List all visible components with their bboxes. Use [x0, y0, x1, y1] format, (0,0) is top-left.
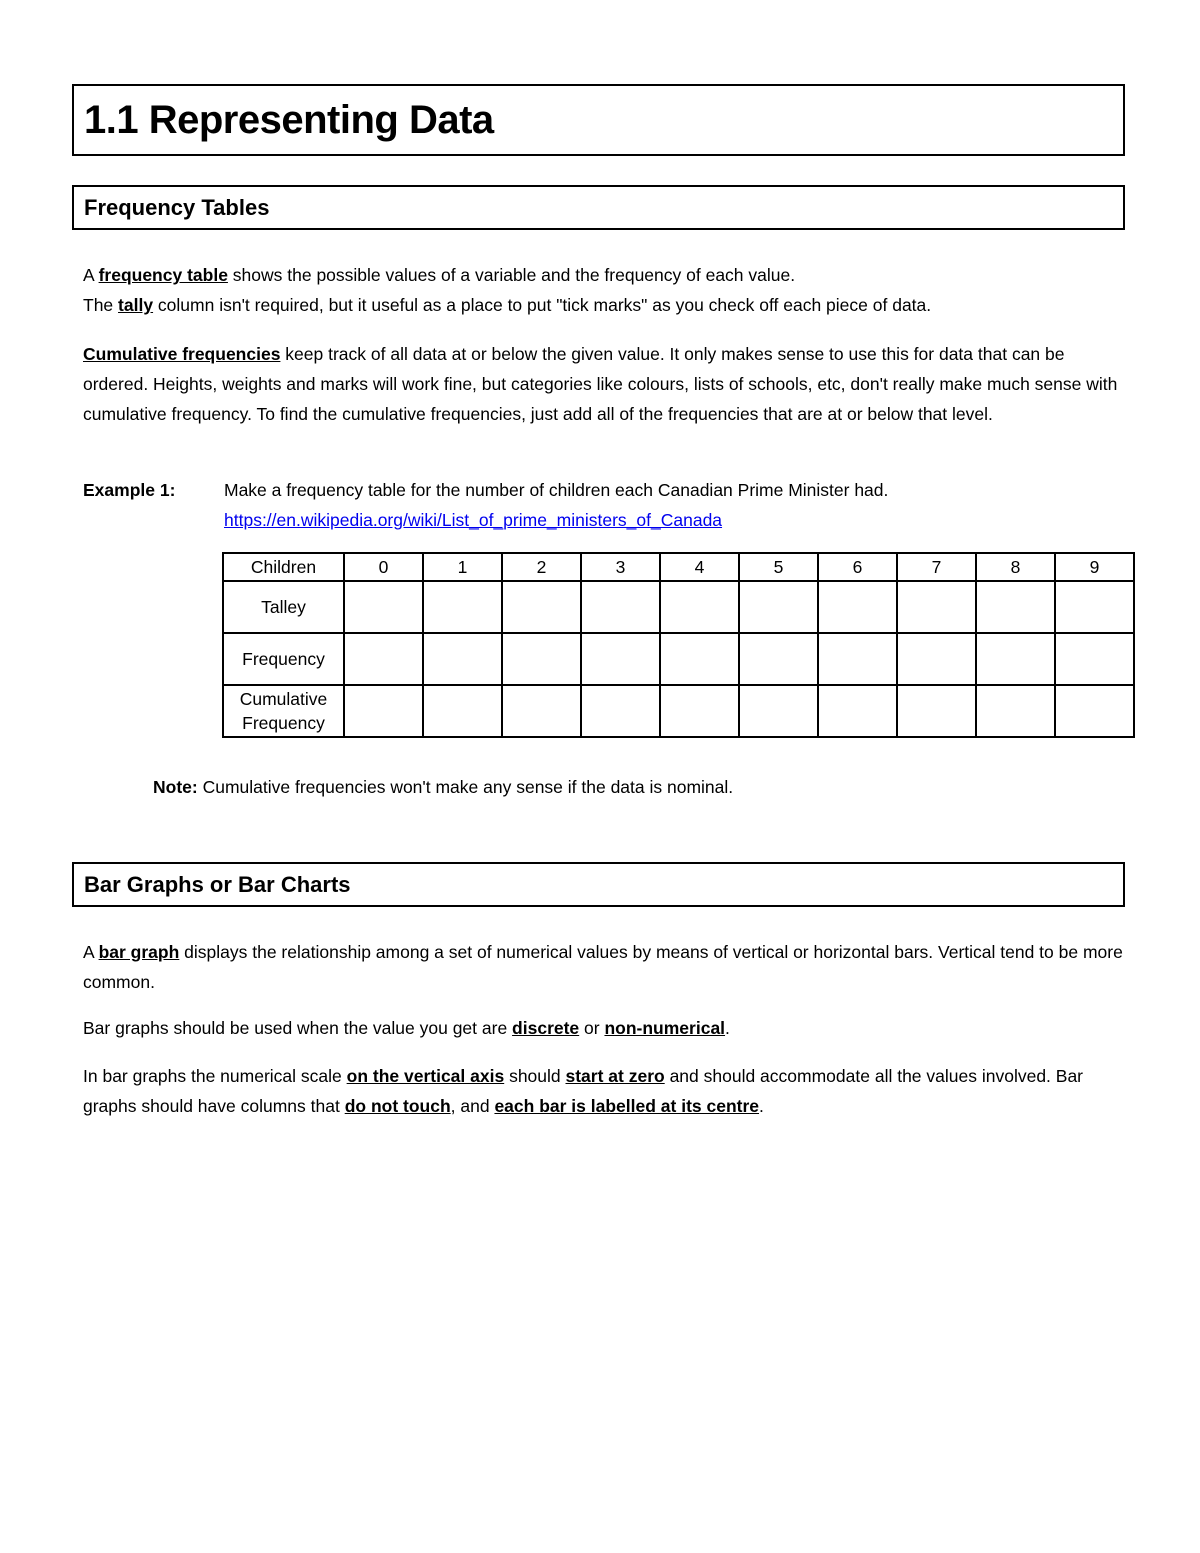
- blank-cell: [976, 633, 1055, 685]
- text: A: [83, 942, 99, 962]
- keyword: do not touch: [344, 1096, 451, 1116]
- text: and should accommodate all the values involved. Bar graphs should have columns that: [83, 1066, 1084, 1116]
- bar-graph-usage: [83, 1013, 1123, 1043]
- text: .: [725, 1018, 730, 1038]
- text: Bar graphs should be used when the value you get are: [83, 1018, 513, 1038]
- frequency-table: [222, 552, 1135, 738]
- blank-cell: [581, 633, 660, 685]
- text: , and: [450, 1096, 495, 1116]
- blank-cell: [423, 633, 502, 685]
- column-header: 2: [502, 553, 581, 581]
- blank-cell: [502, 685, 581, 737]
- column-header: 0: [344, 553, 423, 581]
- section-heading-frequency-tables: [72, 185, 1125, 230]
- blank-cell: [1055, 581, 1134, 633]
- blank-cell: [818, 581, 897, 633]
- note-label: Note:: [153, 777, 198, 797]
- row-label-cumulative-frequency: [223, 685, 344, 737]
- column-header: 5: [739, 553, 818, 581]
- text: column isn't required, but it useful as a place to put "tick marks" as you check off each piece of data.: [153, 295, 932, 315]
- blank-cell: [344, 633, 423, 685]
- column-header: 9: [1055, 553, 1134, 581]
- keyword: non-numerical: [604, 1018, 726, 1038]
- table-row: [223, 553, 1134, 581]
- blank-cell: [660, 685, 739, 737]
- column-header: 8: [976, 553, 1055, 581]
- blank-cell: [581, 685, 660, 737]
- children-header: Children: [223, 553, 344, 581]
- text: In bar graphs the numerical scale: [83, 1066, 347, 1086]
- blank-cell: [660, 581, 739, 633]
- blank-cell: [897, 633, 976, 685]
- keyword: discrete: [512, 1018, 580, 1038]
- text: .: [759, 1096, 764, 1116]
- text: or: [579, 1018, 605, 1038]
- section-heading-bar-graphs: [72, 862, 1125, 907]
- keyword: bar graph: [98, 942, 180, 962]
- keyword: each bar is labelled at its centre: [494, 1096, 760, 1116]
- blank-cell: [739, 685, 818, 737]
- blank-cell: [344, 581, 423, 633]
- blank-cell: [502, 581, 581, 633]
- note: [153, 772, 1193, 802]
- text: shows the possible values of a variable and the frequency of each value.: [227, 265, 796, 285]
- blank-cell: [581, 581, 660, 633]
- column-header: 1: [423, 553, 502, 581]
- blank-cell: [660, 633, 739, 685]
- blank-cell: [897, 685, 976, 737]
- table-row: [223, 581, 1134, 633]
- text: Cumulative frequencies won't make any sense if the data is nominal.: [197, 777, 734, 797]
- row-label-talley: Talley: [223, 581, 344, 633]
- section-title: Bar Graphs or Bar Charts: [84, 871, 351, 897]
- example-text: Make a frequency table for the number of children each Canadian Prime Minister had.: [224, 480, 889, 500]
- page-title: 1.1 Representing Data: [84, 97, 494, 142]
- title-box: [72, 84, 1125, 156]
- cumulative-frequency-definition: [83, 339, 1123, 429]
- keyword: Cumulative frequencies: [83, 344, 281, 364]
- text: The: [83, 295, 119, 315]
- example-label: Example 1:: [83, 480, 176, 500]
- blank-cell: [502, 633, 581, 685]
- text: keep track of all data at or below the given value. It only makes sense to use this for data that can be ordered. Heights, weights and marks will work fine, but categories like colours, lists of schools, etc, don't really make much sense with cumulative frequency. To find the cumulative frequencies, just add all of the frequencies that are at or below that level.: [83, 344, 1118, 424]
- label-line: Frequency: [242, 713, 325, 733]
- section-title: Frequency Tables: [84, 194, 270, 220]
- blank-cell: [1055, 685, 1134, 737]
- text: displays the relationship among a set of numerical values by means of vertical or horizontal bars. Vertical tend to be more common.: [83, 942, 1123, 992]
- blank-cell: [1055, 633, 1134, 685]
- blank-cell: [739, 581, 818, 633]
- column-header: 7: [897, 553, 976, 581]
- blank-cell: [976, 685, 1055, 737]
- keyword: start at zero: [565, 1066, 665, 1086]
- table-row: [223, 633, 1134, 685]
- column-header: 4: [660, 553, 739, 581]
- bar-graph-rules: [83, 1061, 1123, 1121]
- blank-cell: [818, 685, 897, 737]
- blank-cell: [739, 633, 818, 685]
- label-line: Cumulative: [239, 689, 328, 709]
- blank-cell: [897, 581, 976, 633]
- blank-cell: [818, 633, 897, 685]
- column-header: 3: [581, 553, 660, 581]
- row-label-frequency: Frequency: [223, 633, 344, 685]
- bar-graph-definition: [83, 937, 1123, 997]
- keyword: frequency table: [98, 265, 228, 285]
- blank-cell: [423, 685, 502, 737]
- blank-cell: [423, 581, 502, 633]
- column-header: 6: [818, 553, 897, 581]
- blank-cell: [344, 685, 423, 737]
- table-row: [223, 685, 1134, 737]
- text: should: [504, 1066, 566, 1086]
- frequency-table-definition: [83, 260, 1123, 320]
- wikipedia-link[interactable]: https://en.wikipedia.org/wiki/List_of_prime_ministers_of_Canada: [224, 510, 723, 530]
- keyword: tally: [118, 295, 154, 315]
- keyword: on the vertical axis: [346, 1066, 505, 1086]
- text: A: [83, 265, 99, 285]
- blank-cell: [976, 581, 1055, 633]
